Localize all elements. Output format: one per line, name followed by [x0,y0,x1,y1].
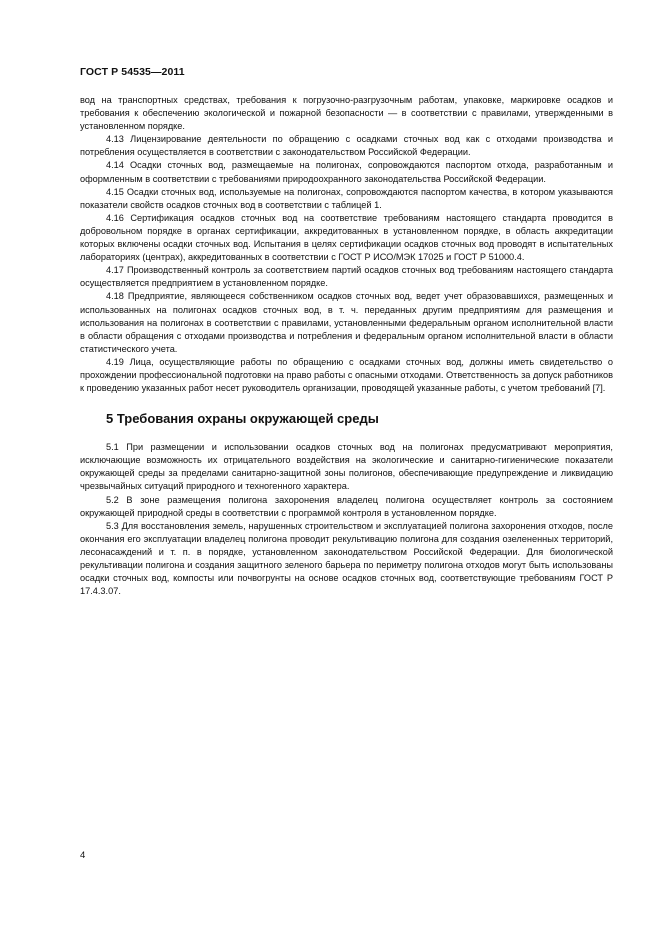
paragraph-4-13: 4.13 Лицензирование деятельности по обращению с осадками сточных вод как с отходами производства и потребления осуществляется в соответствии с законодательством Российской Федерации. [80,134,613,158]
document-header: ГОСТ Р 54535—2011 [80,66,185,78]
paragraph-4-18: 4.18 Предприятие, являющееся собственником осадков сточных вод, ведет учет образовавшихся, размещенных и использованных на полигонах осадков сточных вод, в т. ч. переданных другим предприятиям для размещения и использования на полигонах в соответствии с правилами, установленными федеральным органом исполнительной власти в области обращения с отходами производства и потребления и федеральным органом исполнительной власти в области статистического учета. [80,291,613,354]
paragraph-4-15: 4.15 Осадки сточных вод, используемые на полигонах, сопровождаются паспортом качества, в котором указываются показатели свойств осадков сточных вод в соответствии с таблицей 1. [80,186,613,210]
paragraph-4-12-continuation: вод на транспортных средствах, требования к погрузочно-разгрузочным работам, упаковке, маркировке осадков и требования к обеспечению экологической и пожарной безопасности — в соответствии с правилами, утвержденными в установленном порядке. [80,95,613,132]
paragraph-4-19: 4.19 Лица, осуществляющие работы по обращению с осадками сточных вод, должны иметь свидетельство о прохождении профессиональной подготовки на право работы с опасными отходами. Ответственность за допуск работников к проведению указанных работ несет руководитель организации, проводящей указанные работы, с учетом требований [7]. [80,356,613,394]
document-body [80,94,613,598]
section-5-title: 5 Требования охраны окружающей среды [106,411,379,427]
page-number: 4 [80,850,86,861]
paragraph-4-16: 4.16 Сертификация осадков сточных вод на соответствие требованиям настоящего стандарта проводится в добровольном порядке в органах сертификации, аккредитованных в установленном порядке, в область аккредитации которых включены осадки сточных вод. Испытания в целях сертификации осадков сточных вод проводят в испытательных лабораториях (центрах), аккредитованных в соответствии с ГОСТ Р ИСО/МЭК 17025 и ГОСТ Р 51000.4. [80,212,613,263]
paragraph-5-1: 5.1 При размещении и использовании осадков сточных вод на полигонах предусматривают мероприятия, исключающие возможность их отрицательного воздействия на экологические и санитарно-гигиенические показатели окружающей среды за пределами санитарно-защитной зоны полигонов, обеспечивающие предупреждение и ликвидацию чрезвычайных ситуаций природного и техногенного характера. [80,442,613,492]
paragraph-4-14: 4.14 Осадки сточных вод, размещаемые на полигонах, сопровождаются паспортом отхода, разработанным и оформленным в соответствии с требованиями природоохранного законодательства Российской Федерации. [80,160,613,184]
paragraph-5-2: 5.2 В зоне размещения полигона захоронения владелец полигона осуществляет контроль за состоянием окружающей природной среды в соответствии с программой контроля в установленном порядке. [80,494,613,518]
paragraph-5-3: 5.3 Для восстановления земель, нарушенных строительством и эксплуатацией полигона захоронения отходов, после окончания его эксплуатации владелец полигона проводит рекультивацию полигона для создания озелененных территорий, лесонасаждений и т. п. в порядке, установленном законодательством Российской Федерации. Для биологической рекультивации полигона и создания защитного зеленого барьера по периметру полигона отходов могут быть использованы осадки сточных вод, компосты или почвогрунты на основе осадков сточных вод, соответствующие требованиям ГОСТ Р 17.4.3.07. [80,520,613,597]
paragraph-4-17: 4.17 Производственный контроль за соответствием партий осадков сточных вод требованиям настоящего стандарта осуществляется предприятием в установленном порядке. [80,265,613,289]
